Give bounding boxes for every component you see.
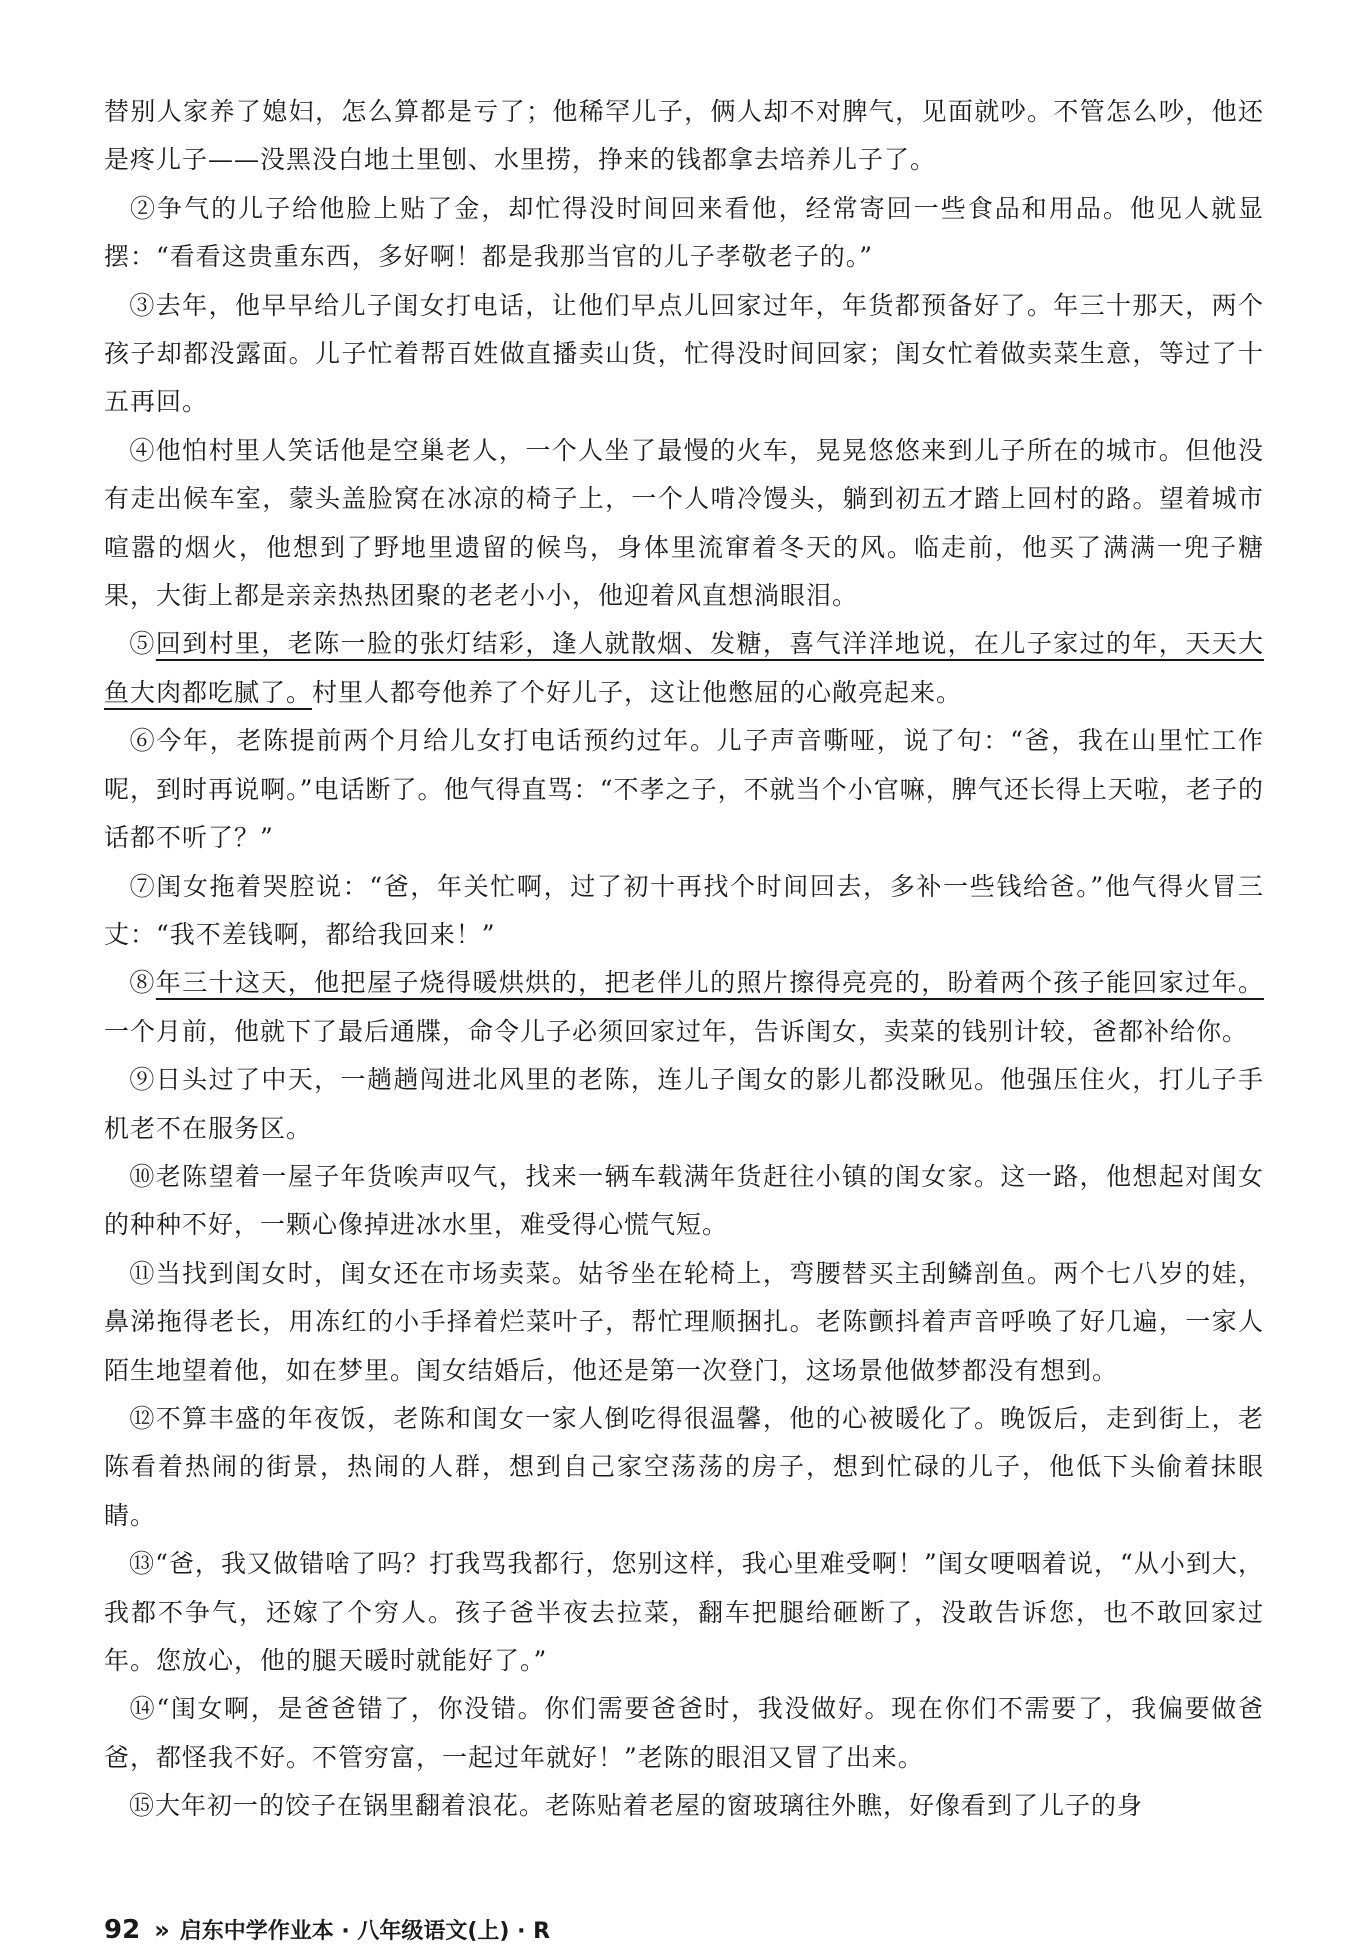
paragraph-text: ⑬“爸，我又做错啥了吗？打我骂我都行，您别这样，我心里难受啊！”闺女哽咽着说，“从小到大，我都不争气，还嫁了个穷人。孩子爸半夜去拉菜，翻车把腿给砸断了，没敢告诉您，也不敢回家过年。您放心，他的腿天暖时就能好了。” bbox=[104, 1549, 1264, 1675]
paragraph bbox=[104, 185, 1264, 282]
paragraph-text: ⑩老陈望着一屋子年货唉声叹气，找来一辆车载满年货赶往小镇的闺女家。这一路，他想起对闺女的种种不好，一颗心像掉进冰水里，难受得心慌气短。 bbox=[104, 1161, 1264, 1240]
chevron-icon: » bbox=[154, 1915, 166, 1944]
paragraph bbox=[104, 620, 1264, 717]
paragraph-text: ⑧ bbox=[129, 968, 156, 998]
paragraph bbox=[104, 1685, 1264, 1782]
paragraph-text: ⑪当找到闺女时，闺女还在市场卖菜。姑爷坐在轮椅上，弯腰替买主刮鳞剖鱼。两个七八岁的娃，鼻涕拖得老长，用冻红的小手择着烂菜叶子，帮忙理顺捆扎。老陈颤抖着声音呼唤了好几遍，一家人陌生地望着他，如在梦里。闺女结婚后，他还是第一次登门，这场景他做梦都没有想到。 bbox=[104, 1258, 1264, 1385]
paragraph-text: ④他怕村里人笑话他是空巢老人，一个人坐了最慢的火车，晃晃悠悠来到儿子所在的城市。但他没有走出候车室，蒙头盖脸窝在冰凉的椅子上，一个人啃冷馒头，躺到初五才踏上回村的路。望着城市喧嚣的烟火，他想到了野地里遗留的候鸟，身体里流窜着冬天的风。临走前，他买了满满一兜子糖果，大街上都是亲亲热热团聚的老老小小，他迎着风直想淌眼泪。 bbox=[104, 435, 1264, 611]
paragraph-text: ⑥今年，老陈提前两个月给儿女打电话预约过年。儿子声音嘶哑，说了句：“爸，我在山里忙工作呢，到时再说啊。”电话断了。他气得直骂：“不孝之子，不就当个小官嘛，脾气还长得上天啦，老子的话都不听了？” bbox=[104, 726, 1264, 853]
paragraph bbox=[104, 427, 1264, 621]
paragraph bbox=[104, 1153, 1264, 1250]
paragraph-text: ⑨日头过了中天，一趟趟闯进北风里的老陈，连儿子闺女的影儿都没瞅见。他强压住火，打儿子手机老不在服务区。 bbox=[104, 1065, 1264, 1143]
paragraph bbox=[104, 717, 1264, 862]
paragraph-text: 替别人家养了媳妇，怎么算都是亏了；他稀罕儿子，俩人却不对脾气，见面就吵。不管怎么吵，他还是疼儿子——没黑没白地土里刨、水里捞，挣来的钱都拿去培养儿子了。 bbox=[104, 97, 1264, 175]
book-title: 启东中学作业本 · 八年级语文(上) · R bbox=[179, 1919, 551, 1944]
page-number: 92 bbox=[104, 1914, 141, 1945]
paragraph bbox=[104, 959, 1264, 1056]
paragraph bbox=[104, 282, 1264, 427]
underlined-text: 年三十这天，他把屋子烧得暖烘烘的，把老伴儿的照片擦得亮亮的，盼着两个孩子能回家过年。 bbox=[155, 968, 1264, 998]
article-body bbox=[104, 88, 1264, 1831]
paragraph bbox=[104, 1395, 1264, 1540]
paragraph-text: ⑤ bbox=[129, 629, 156, 659]
page-footer bbox=[104, 1914, 550, 1945]
paragraph-text: ⑭“闺女啊，是爸爸错了，你没错。你们需要爸爸时，我没做好。现在你们不需要了，我偏要做爸爸，都怪我不好。不管穷富，一起过年就好！”老陈的眼泪又冒了出来。 bbox=[104, 1694, 1264, 1772]
paragraph bbox=[104, 88, 1264, 185]
paragraph-text: ⑮大年初一的饺子在锅里翻着浪花。老陈贴着老屋的窗玻璃往外瞧，好像看到了儿子的身 bbox=[129, 1791, 1144, 1821]
paragraph-text: 一个月前，他就下了最后通牒，命令儿子必须回家过年，告诉闺女，卖菜的钱别计较，爸都补给你。 bbox=[104, 1016, 1249, 1046]
paragraph-text: ⑦闺女拖着哭腔说：“爸，年关忙啊，过了初十再找个时间回去，多补一些钱给爸。”他气得火冒三丈：“我不差钱啊，都给我回来！” bbox=[104, 871, 1264, 949]
paragraph bbox=[104, 1782, 1264, 1830]
paragraph bbox=[104, 1056, 1264, 1153]
paragraph bbox=[104, 1250, 1264, 1395]
paragraph bbox=[104, 1540, 1264, 1685]
paragraph-text: ②争气的儿子给他脸上贴了金，却忙得没时间回来看他，经常寄回一些食品和用品。他见人就显摆：“看看这贵重东西，多好啊！都是我那当官的儿子孝敬老子的。” bbox=[104, 193, 1264, 272]
paragraph bbox=[104, 863, 1264, 960]
paragraph-text: 村里人都夸他养了个好儿子，这让他憋屈的心敞亮起来。 bbox=[312, 677, 963, 707]
paragraph-text: ⑫不算丰盛的年夜饭，老陈和闺女一家人倒吃得很温馨，他的心被暖化了。晚饭后，走到街上，老陈看着热闹的街景，热闹的人群，想到自己家空荡荡的房子，想到忙碌的儿子，他低下头偷着抹眼睛。 bbox=[104, 1403, 1264, 1530]
paragraph-text: ③去年，他早早给儿子闺女打电话，让他们早点儿回家过年，年货都预备好了。年三十那天，两个孩子却都没露面。儿子忙着帮百姓做直播卖山货，忙得没时间回家；闺女忙着做卖菜生意，等过了十五再回。 bbox=[104, 290, 1264, 417]
underlined-text: 回到村里，老陈一脸的张灯结彩，逢人就散烟、发糖，喜气洋洋地说，在儿子家过的年，天天大鱼大肉都吃腻了。 bbox=[104, 629, 1264, 707]
